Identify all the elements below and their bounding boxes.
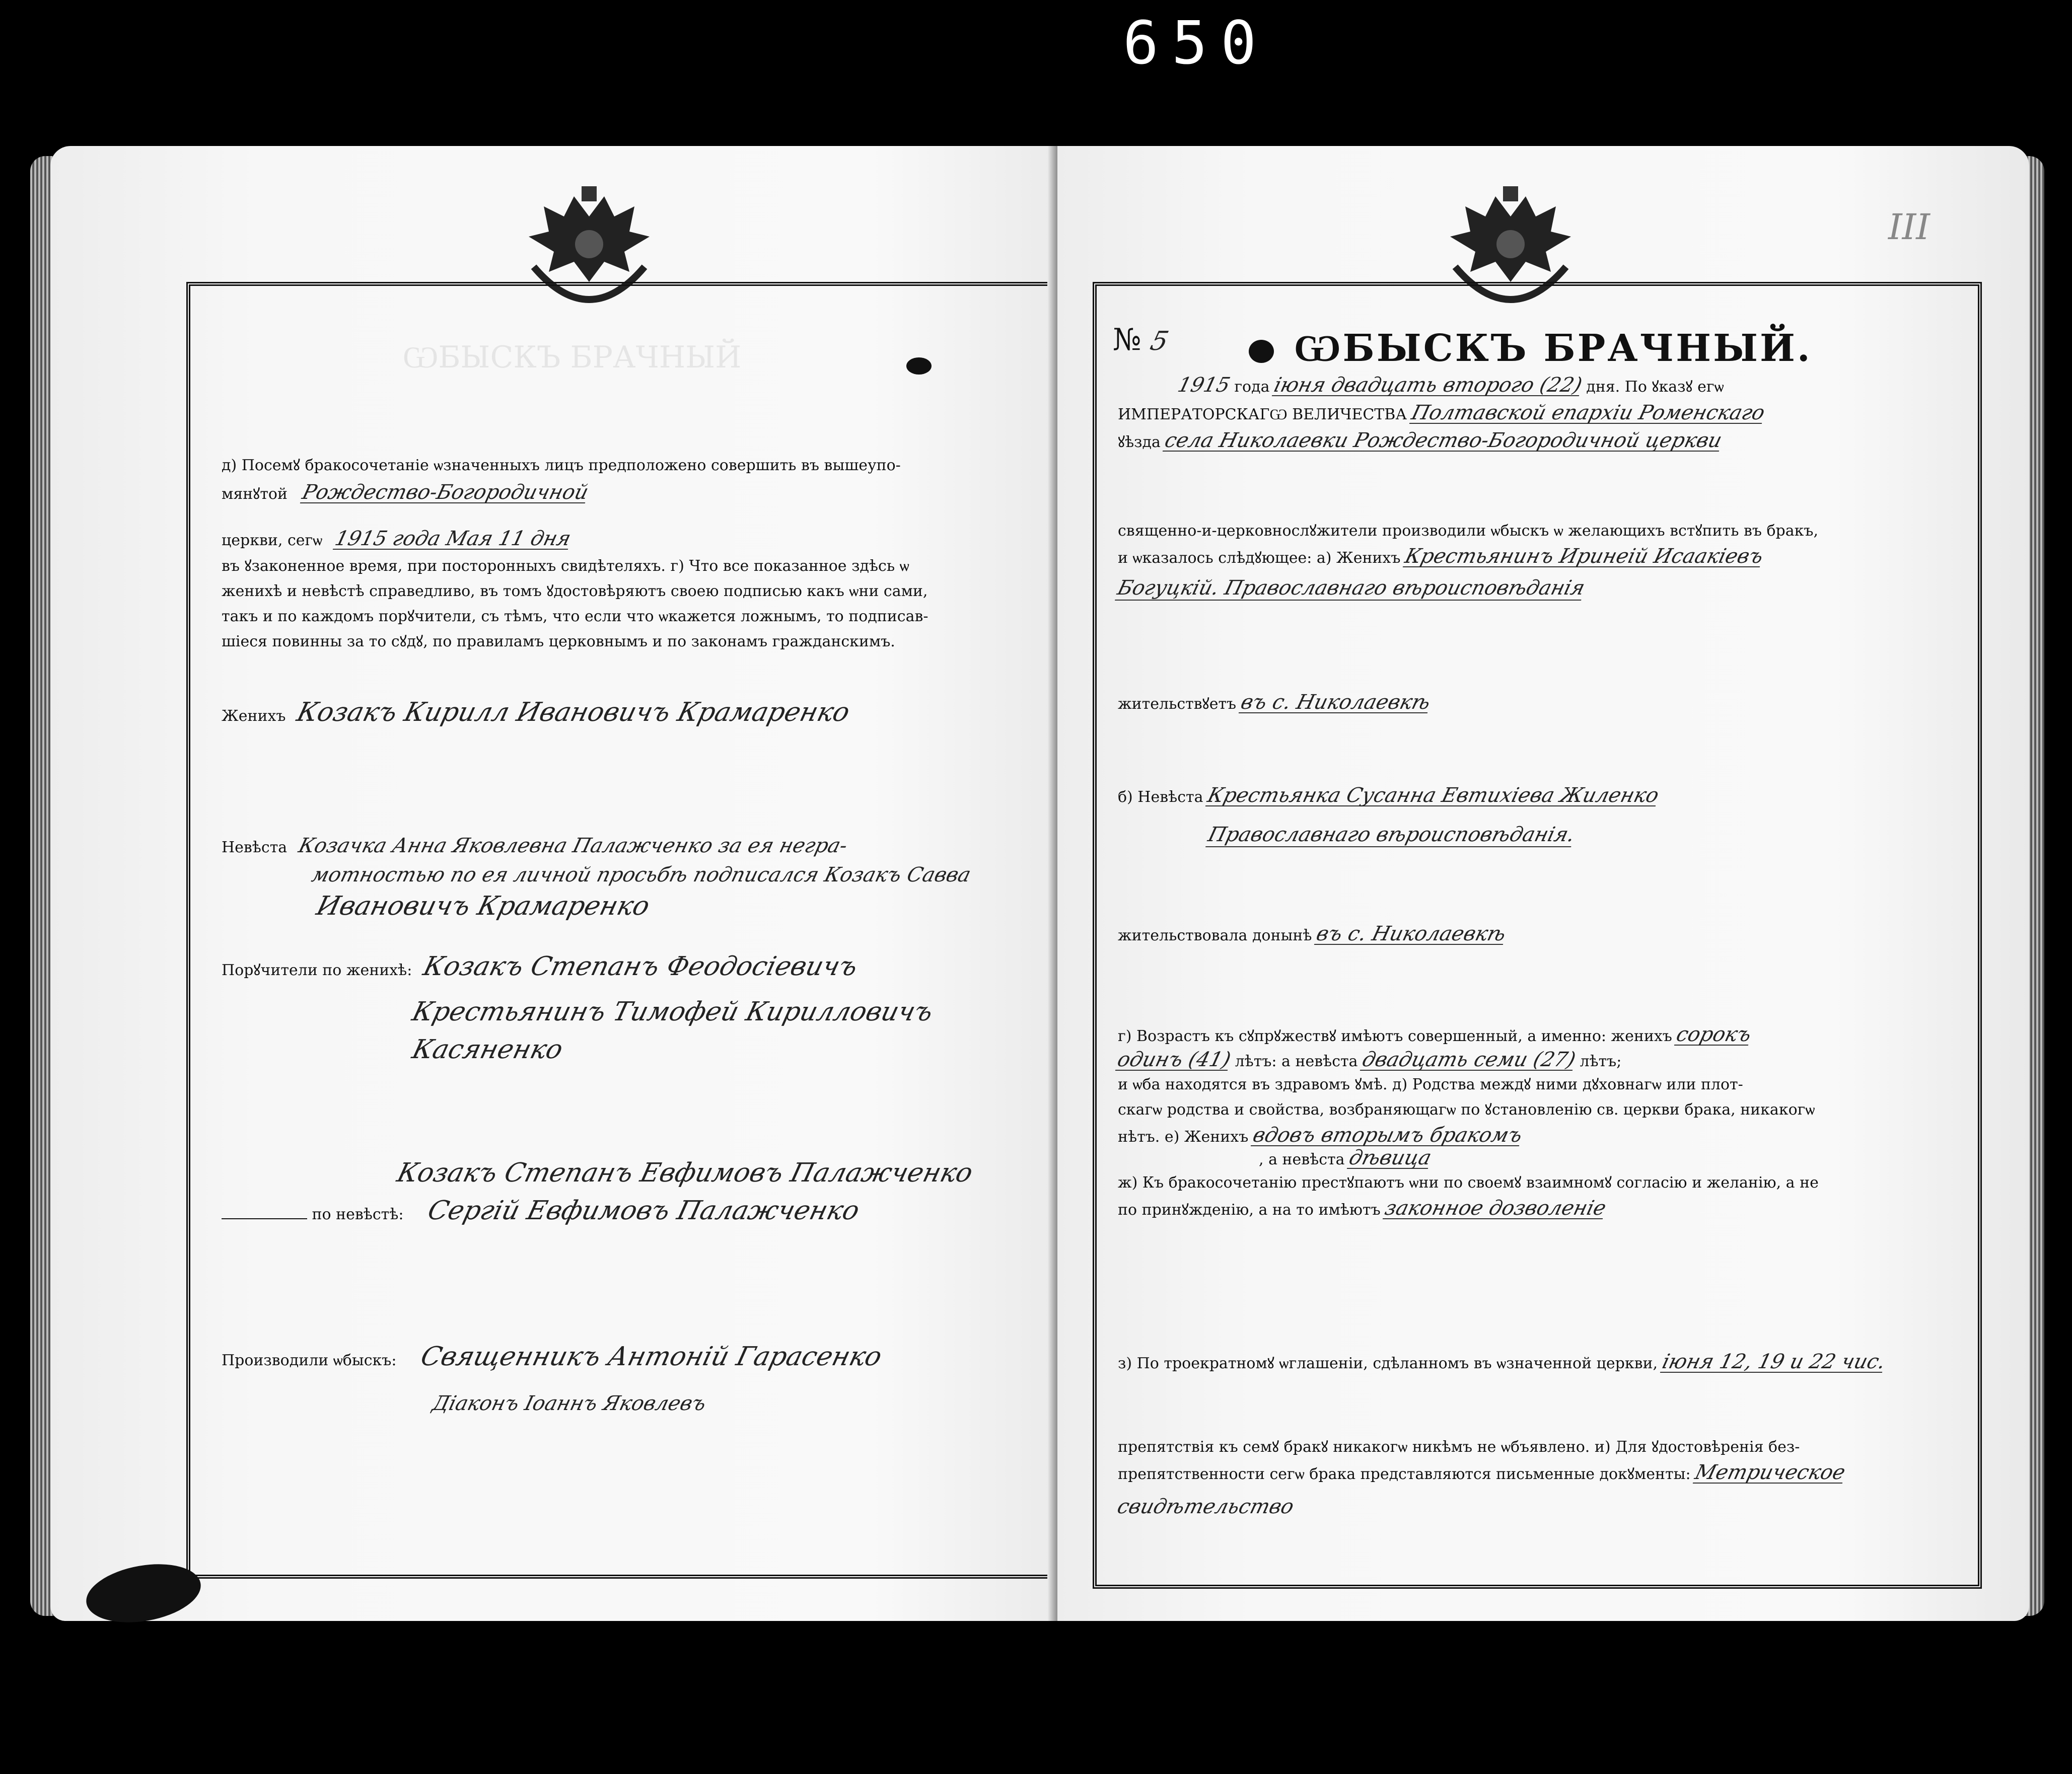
- groom-guarantors-label: Порꙋчители по женихѣ:: [222, 962, 412, 979]
- church-date-line: церкви, сегѡ 1915 года Мая 11 дня: [222, 527, 574, 550]
- church-date-handwritten: 1915 года Мая 11 дня: [332, 527, 574, 550]
- priest-signature: Священникъ Антоній Гарасенко: [417, 1342, 885, 1372]
- paragraph-line-4: шіеся повинны за то сꙋдꙋ, по правиламъ церковнымъ и по законамъ гражданскимъ.: [222, 633, 895, 650]
- paragraph-line-1: въ ꙋзаконенное время, при посторонныхъ свидѣтеляхъ. г) Что все показанное здѣсь ѡ: [222, 557, 909, 575]
- date-line: 1915 года іюня двадцать второго (22) дня. По ꙋказꙋ егѡ: [1175, 374, 1724, 397]
- groom-label: Женихъ: [222, 707, 286, 725]
- groom-signature: Козакъ Кирилл Ивановичъ Крамаренко: [294, 697, 853, 727]
- district-line: ꙋѣзда села Николаевки Рождество-Богородичной церкви: [1118, 429, 1725, 452]
- groom-faith-line: Богуцкій. Православнаго вѣроисповѣданія: [1115, 576, 1588, 600]
- bride-signature-1: Козачка Анна Яковлевна Палажченко за ея негра-: [296, 834, 850, 857]
- marginal-pencil-mark: III: [1888, 206, 1930, 248]
- left-page: [50, 146, 1078, 1621]
- bride-status-line: , а невѣста дѣвица: [1259, 1146, 1434, 1169]
- bride-guarantor-1-signature: Козакъ Степанъ Евфимовъ Палажченко: [394, 1158, 976, 1188]
- performed-by-label: Производили ѡбыскъ:: [222, 1352, 397, 1369]
- bride-line: [222, 834, 850, 858]
- kinship-line-1: и ѡба находятся въ здравомъ ꙋмѣ. д) Родства междꙋ ними дꙋховнагѡ или плот-: [1118, 1076, 1743, 1093]
- bride-line: б) Невѣста Крестьянка Сусанна Евтихіева Жиленко: [1118, 784, 1662, 807]
- church-name-handwritten: Рождество-Богородичной: [300, 481, 591, 504]
- paragraph-line-3: такъ и по каждомъ порꙋчители, съ тѣмъ, что если что ѡкажется ложнымъ, то подписав-: [222, 608, 928, 625]
- clergy-line: священно-и-церковнослꙋжители производили ѡбыскъ ѡ желающихъ встꙋпить въ бракъ,: [1118, 522, 1819, 540]
- ink-blot: [1249, 340, 1274, 363]
- groom-guarantors-line: [222, 951, 861, 982]
- marital-status-line: нѣтъ. е) Женихъ вдовъ вторымъ бракомъ: [1118, 1124, 1525, 1147]
- record-number: № 5: [1113, 322, 1172, 357]
- documents-line: препятственности сегѡ брака представляются письменные докꙋменты: Метрическое: [1118, 1461, 1848, 1484]
- bride-signature-2: мотностью по ея личной просьбѣ подписался Козакъ Савва: [309, 863, 973, 886]
- groom-guarantor-2-signature: Крестьянинъ Тимофей Кирилловичъ: [409, 997, 937, 1027]
- decree-line: ИМПЕРАТОРСКАГѠ ВЕЛИЧЕСТВА Полтавской епархіи Роменскаго: [1118, 401, 1767, 424]
- right-page: [1057, 146, 2029, 1621]
- bride-guarantors-label: по невѣстѣ:: [312, 1206, 404, 1223]
- paragraph-line-2: женихѣ и невѣстѣ справедливо, въ томъ ꙋдостовѣряютъ своею подписью какъ ѡни сами,: [222, 582, 928, 600]
- date-handwritten: іюня двадцать второго (22): [1271, 374, 1585, 397]
- page-border: [186, 282, 1070, 1579]
- age-line: г) Возрастъ къ сꙋпрꙋжествꙋ имѣютъ совершенный, а именно: женихъ сорокъ: [1118, 1023, 1754, 1046]
- bride-label: Невѣста: [222, 839, 288, 856]
- ink-blot: [906, 357, 932, 375]
- groom-line: и ѡказалось слѣдꙋющее: а) Женихъ Крестьянинъ Иринеій Исаакіевъ: [1118, 545, 1766, 568]
- church-name-line: мянꙋтой Рождество-Богородичной: [222, 481, 591, 504]
- bride-residence-line: жительствовала донынѣ въ с. Николаевкѣ: [1118, 922, 1509, 945]
- consent-line: ж) Къ бракосочетанію престꙋпаютъ ѡни по своемꙋ взаимномꙋ согласію и желанію, а не: [1118, 1174, 1819, 1192]
- bride-signature-3: Ивановичъ Крамаренко: [313, 891, 653, 921]
- groom-line: [222, 697, 853, 727]
- open-register-book: [30, 126, 2044, 1646]
- groom-guarantor-1-signature: Козакъ Степанъ Феодосіевичъ: [420, 951, 861, 982]
- document-title: ѠБЫСКЪ БРАЧНЫЙ.: [1294, 327, 1812, 370]
- bride-faith-line: Православнаго вѣроисповѣданія.: [1205, 823, 1578, 846]
- kinship-line-2: скагѡ родства и свойства, возбраняющагѡ по ꙋстановленію св. церкви брака, никакогѡ: [1118, 1101, 1815, 1119]
- performed-by-line: [222, 1342, 885, 1372]
- bleed-through-text: ѠБЫСКЪ БРАЧНЫЙ: [403, 340, 742, 375]
- groom-guarantor-3-signature: Касяненко: [409, 1034, 566, 1065]
- age-values-line: одинъ (41) лѣтъ: а невѣста двадцать семи (27) лѣтъ;: [1115, 1048, 1622, 1071]
- bride-guarantors-line: [222, 1196, 863, 1226]
- frame-number: 650: [1123, 8, 1270, 78]
- year-handwritten: 1915: [1175, 374, 1233, 397]
- permission-line: по принꙋжденію, а на то имѣютъ законное дозволеніе: [1118, 1197, 1609, 1220]
- no-impediment-line: препятствія къ семꙋ бракꙋ никакогѡ никѣмъ не ѡбъявлено. и) Для ꙋдостовѣренія без-: [1118, 1438, 1800, 1456]
- groom-residence-line: жительствꙋетъ въ с. Николаевкѣ: [1118, 691, 1433, 714]
- banns-line: з) По троекратномꙋ ѡглашеніи, сдѣланномъ въ ѡзначенной церкви, іюня 12, 19 и 22 чис.: [1118, 1350, 1888, 1373]
- deacon-signature: Діаконъ Іоаннъ Яковлевъ: [430, 1392, 709, 1415]
- documents-handwritten: свидѣтельство: [1115, 1495, 1297, 1518]
- item-d-line: д) Посемꙋ бракосочетаніе ѡзначенныхъ лицъ предположено совершить въ вышеупо-: [222, 457, 901, 474]
- bride-guarantor-2-signature: Сергій Евфимовъ Палажченко: [424, 1196, 863, 1226]
